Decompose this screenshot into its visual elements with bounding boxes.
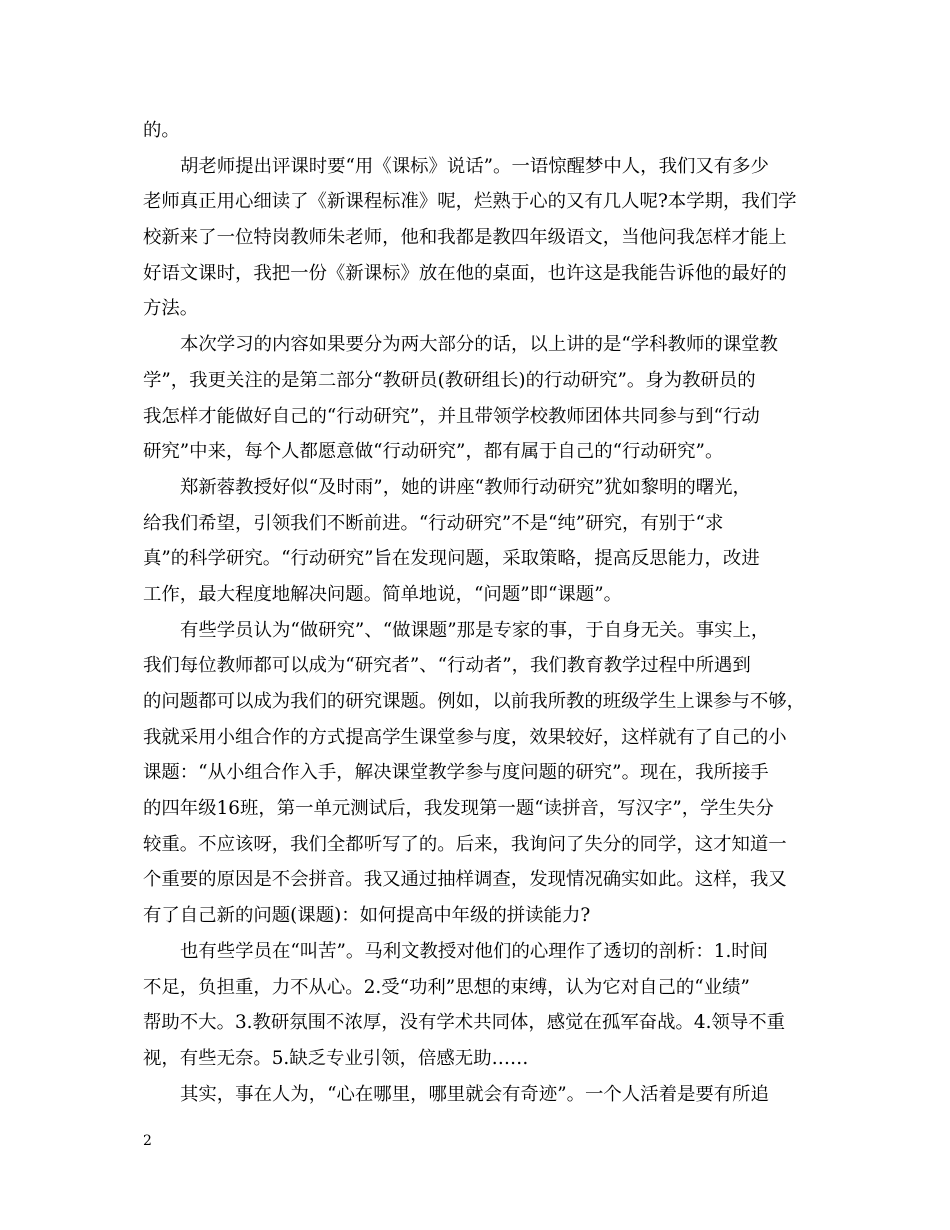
paragraph-first-line: 胡老师提出评课时要“用《课标》说话”。一语惊醒梦中人，我们又有多少 [180,155,769,177]
page-number: 2 [143,1133,152,1149]
paragraph-first-line: 也有些学员在“叫苦”。马利文教授对他们的心理作了透切的剖析：1.时间 [180,940,769,962]
text-line: 个重要的原因是不会拼音。我又通过抽样调查，发现情况确实如此。这样，我又 [143,869,787,891]
paragraph-first-line: 有些学员认为“做研究”、“做课题”那是专家的事，于自身无关。事实上， [180,619,770,641]
text-line: 帮助不大。3.教研氛围不浓厚，没有学术共同体，感觉在孤军奋战。4.领导不重 [143,1012,785,1034]
text-line: 的四年级16班，第一单元测试后，我发现第一题“读拼音，写汉字”，学生失分 [143,798,774,820]
text-line: 课题：“从小组合作入手，解决课堂教学参与度问题的研究”。现在，我所接手 [143,762,769,784]
text-line: 校新来了一位特岗教师朱老师，他和我都是教四年级语文，当他问我怎样才能上 [143,227,787,249]
text-line: 我就采用小组合作的方式提高学生课堂参与度，效果较好，这样就有了自己的小 [143,726,787,748]
text-line: 方法。 [143,298,199,320]
text-line: 的问题都可以成为我们的研究课题。例如，以前我所教的班级学生上课参与不够， [143,691,806,712]
text-line: 视，有些无奈。5.缺乏专业引领，倍感无助…… [143,1047,529,1069]
text-line: 我怎样才能做好自己的“行动研究”，并且带领学校教师团体共同参与到“行动 [143,405,760,427]
text-line: 较重。不应该呀，我们全都听写了的。后来，我询问了失分的同学，这才知道一 [143,833,787,855]
text-line: 工作，最大程度地解决问题。简单地说，“问题”即“课题”。 [143,583,622,605]
paragraph-first-line: 其实，事在人为，“心在哪里，哪里就会有奇迹”。一个人活着是要有所追 [180,1083,769,1105]
text-line: 研究”中来，每个人都愿意做“行动研究”，都有属于自己的“行动研究”。 [143,441,724,463]
text-line: 学”，我更关注的是第二部分“教研员(教研组长)的行动研究”。身为教研员的 [143,369,756,391]
text-line: 不足，负担重，力不从心。2.受“功利”思想的束缚，认为它对自己的“业绩” [143,976,750,998]
text-line: 有了自己新的问题(课题)：如何提高中年级的拼读能力? [143,905,591,927]
text-line: 真”的科学研究。“行动研究”旨在发现问题，采取策略，提高反思能力，改进 [143,548,760,570]
text-line: 我们每位教师都可以成为“研究者”、“行动者”，我们教育教学过程中所遇到 [143,655,751,677]
text-line: 好语文课时，我把一份《新课标》放在他的桌面，也许这是我能告诉他的最好的 [143,262,787,284]
body-text [143,113,807,1112]
paragraph-first-line: 本次学习的内容如果要分为两大部分的话，以上讲的是“学科教师的课堂教 [180,334,778,356]
text-line: 的。 [143,120,180,141]
paragraph-first-line: 郑新蓉教授好似“及时雨”，她的讲座“教师行动研究”犹如黎明的曙光， [180,476,751,498]
text-line: 老师真正用心细读了《新课程标准》呢，烂熟于心的又有几人呢?本学期，我们学 [143,191,797,213]
text-line: 给我们希望，引领我们不断前进。“行动研究”不是“纯”研究，有别于“求 [143,512,724,534]
